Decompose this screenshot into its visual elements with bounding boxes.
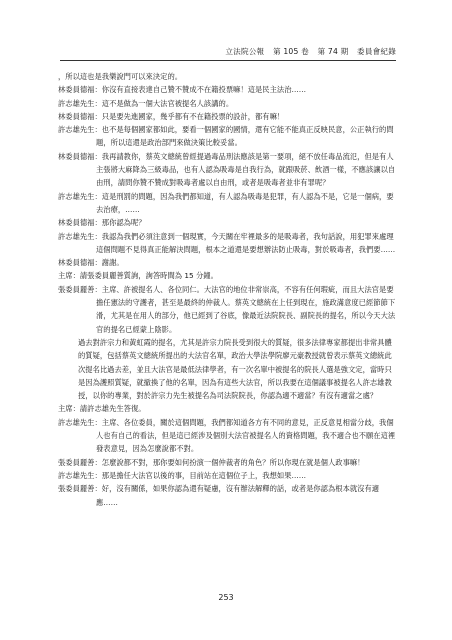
transcript-paragraph: 張委員麗善：主席、許被提名人、各位同仁。大法官的地位非常崇高，不容有任何瑕疵，而且大法官是要擔任憲法的守護者，甚至是最終的仲裁人。蔡英文總統在上任到現在，施政滿意度已經節節下滑，尤其是在用人的部分，他已經到了谷底，像最近法院院長、副院長的提名，所以今天大法官的提名已經蒙上陰影。 [58,284,396,334]
transcript-paragraph: 許志雄先生：也不是每個國家都如此，要看一個國家的國情，還有它能不能真正反映民意，公正執行的問題，所以這還是政治部門來做決策比較妥當。 [58,125,394,148]
transcript-paragraph: 許志雄先生：這不是做為一個大法官被提名人該講的。 [58,98,234,108]
transcript-paragraph: 許志雄先生：這是刑罰的問題，因為我們都知道，有人認為吸毒是犯罪，有人認為不是，它是一個病，要去治療，…… [58,191,394,214]
transcript-body [58,70,398,509]
publication-name: 立法院公報 [225,47,265,56]
transcript-paragraph: 林委員德福：謝謝。 [58,258,124,268]
transcript-paragraph: 張委員麗善：好，沒有關係，如果你認為還有疑慮，沒有辦法解釋的話，或者是你認為根本就沒有適應…… [58,484,380,507]
transcript-paragraph: 林委員德福：那你認為呢？ [58,218,146,228]
transcript-paragraph: 主席：請許志雄先生答復。 [58,404,146,414]
transcript-paragraph: 林委員德福：我再請教你，蔡英文總統曾經提過毒品刑法應該是第一要項，絕不放任毒品流氾，但是有人主張將大麻降為三級毒品，也有人認為吸毒是自我行為，就跟吸菸、飲酒一樣，不應該讓以自由刑，請問你贊不贊成對吸毒者處以自由刑，或者是吸毒者並非有罪呢？ [58,151,396,188]
transcript-paragraph: 許志雄先生：我認為我們必須注意到一個現實，今天關在牢裡最多的是吸毒者，我句話說，用犯罪來處理這個問題不見得真正能解決問題，根本之道還是要想辦法防止吸毒，對於吸毒者，我們要…… [58,231,396,254]
transcript-paragraph: ，所以這也是我樂說門可以來決定的。 [58,72,183,81]
transcript-paragraph: 許志雄先生：那是擔任大法官以後的事，目前站在這個位子上，我想如果…… [58,470,307,480]
transcript-paragraph: 林委員德福：你沒有直接表達自己贊不贊成不在籍投票嘛！這是民主法治…… [58,85,307,95]
page-header [60,46,396,61]
section-name: 委員會紀錄 [357,47,396,56]
issue-number: 第 74 期 [317,47,349,56]
transcript-paragraph: 過去對許宗力和黃虹霞的提名，尤其是許宗力院長受到很大的質疑，很多法律專家都提出非常具體的質疑，包括蔡英文總統所提出的大法官名單，政治大學法學院廖元豪教授就曾表示蔡英文總統此次提名比過去差，並且大法官是最低法律學者，有一次名單中被提名的院長人選是強文定，當時只是因為護照質疑，就撤換了他的名單，因為有這些大法官，所以我要在這個議事被提名人許志雄教授，以你的專業，對於許宗力先生被提名為司法院院長，你認為適不適當？有沒有適當之處？ [78,337,392,401]
volume-number: 第 105 卷 [272,47,309,56]
page-number: 253 [218,593,234,602]
transcript-paragraph: 許志雄先生：主席、各位委員，關於這個問題，我們都知道各方有不同的意見，正反意見相當分歧，我個人也有自己的看法，但是這已經涉及個別大法官被提名人的資格問題，我不適合也不願在這裡發表意見，因為怎麼說都不對。 [58,417,396,454]
transcript-paragraph: 張委員麗善：怎麼說都不對，那你要如何扮演一個仲裁者的角色？所以你現在就是個人政事嘛！ [58,457,365,467]
transcript-paragraph: 林委員德福：只是要先進國家，幾乎都有不在籍投票的設計，都有嘛！ [58,111,285,121]
transcript-paragraph: 主席：請張委員麗善質詢，詢答時間為 15 分鐘。 [58,271,218,281]
